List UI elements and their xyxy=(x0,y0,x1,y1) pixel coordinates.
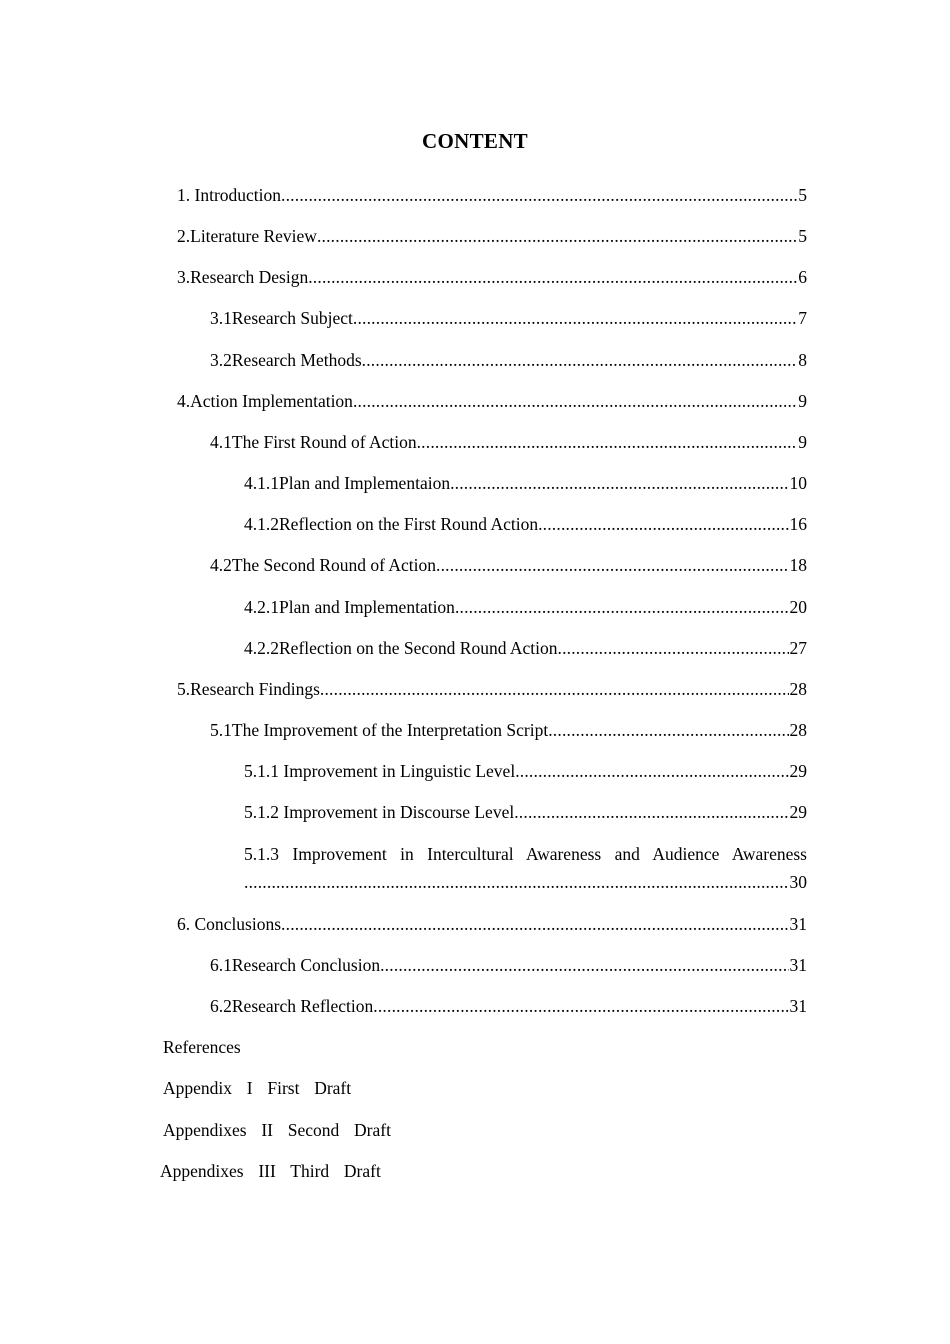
toc-entry-continuation xyxy=(244,868,807,896)
toc-entry-label: 5.1.2 Improvement in Discourse Level xyxy=(244,802,515,822)
toc-entry-research-subject[interactable] xyxy=(210,306,807,330)
toc-page-number: 20 xyxy=(789,597,807,617)
back-matter-appendix-1[interactable]: Appendix I First Draft xyxy=(163,1078,352,1098)
toc-dot-leader xyxy=(353,389,797,413)
toc-page-number: 8 xyxy=(798,350,807,370)
toc-dot-leader xyxy=(436,553,788,577)
toc-page-number: 18 xyxy=(789,555,807,575)
toc-dot-leader xyxy=(244,868,789,896)
toc-entry-label: 3.2Research Methods xyxy=(210,350,362,370)
toc-entry-label: 5.1The Improvement of the Interpretation Script xyxy=(210,720,549,740)
toc-entry-research-reflection[interactable] xyxy=(210,994,807,1018)
toc-entry-first-round-of-action[interactable] xyxy=(210,430,807,454)
toc-page-number: 5 xyxy=(798,226,807,246)
toc-dot-leader xyxy=(515,759,788,783)
toc-dot-leader xyxy=(455,595,789,619)
toc-page-number: 9 xyxy=(798,432,807,452)
toc-entry-linguistic-level[interactable] xyxy=(244,759,807,783)
toc-entry-improvement-of-script[interactable] xyxy=(210,718,807,742)
toc-dot-leader xyxy=(514,800,788,824)
toc-entry-label: 6.2Research Reflection xyxy=(210,996,374,1016)
toc-dot-leader xyxy=(373,994,788,1018)
toc-page-number: 6 xyxy=(798,267,807,287)
toc-page-number: 5 xyxy=(798,185,807,205)
toc-entry-research-design[interactable] xyxy=(177,265,807,289)
toc-dot-leader xyxy=(538,512,788,536)
toc-entry-research-findings[interactable] xyxy=(177,677,807,701)
toc-entry-label: 5.Research Findings xyxy=(177,679,320,699)
toc-title: CONTENT xyxy=(422,129,528,153)
toc-entry-reflection-second-round[interactable] xyxy=(244,636,807,660)
toc-dot-leader xyxy=(417,430,798,454)
toc-entry-research-methods[interactable] xyxy=(210,348,807,372)
toc-entry-discourse-level[interactable] xyxy=(244,800,807,824)
toc-page-number: 16 xyxy=(789,514,807,534)
toc-entry-label: 5.1.3 Improvement in Intercultural Awareness and Audience Awareness xyxy=(244,844,807,864)
toc-page-number: 7 xyxy=(798,308,807,328)
toc-entry-label: 5.1.1 Improvement in Linguistic Level xyxy=(244,761,516,781)
toc-dot-leader xyxy=(450,471,788,495)
toc-entry-label: 4.Action Implementation xyxy=(177,391,353,411)
toc-entry-reflection-first-round[interactable] xyxy=(244,512,807,536)
toc-entry-label: 6. Conclusions xyxy=(177,914,282,934)
toc-dot-leader xyxy=(548,718,788,742)
toc-dot-leader xyxy=(281,183,797,207)
toc-entry-label: 4.1The First Round of Action xyxy=(210,432,417,452)
toc-entry-label: 4.2The Second Round of Action xyxy=(210,555,437,575)
toc-entry-introduction[interactable] xyxy=(177,183,807,207)
toc-dot-leader xyxy=(320,677,789,701)
toc-page-number: 31 xyxy=(789,914,807,934)
toc-entry-conclusions[interactable] xyxy=(177,912,807,936)
toc-entry-second-round-of-action[interactable] xyxy=(210,553,807,577)
toc-page-number: 28 xyxy=(789,679,807,699)
toc-entry-plan-and-implementation[interactable] xyxy=(244,595,807,619)
toc-entry-label: 3.Research Design xyxy=(177,267,309,287)
toc-dot-leader xyxy=(308,265,797,289)
toc-page-number: 27 xyxy=(789,638,807,658)
toc-entry-label: 4.1.1Plan and Implementaion xyxy=(244,473,451,493)
toc-page-number: 30 xyxy=(789,872,807,892)
toc-dot-leader xyxy=(362,348,798,372)
toc-entry-label: 4.2.2Reflection on the Second Round Action xyxy=(244,638,558,658)
toc-entry-label: 4.1.2Reflection on the First Round Action xyxy=(244,514,539,534)
toc-page-number: 28 xyxy=(789,720,807,740)
toc-page-number: 31 xyxy=(789,996,807,1016)
toc-entry-label: 1. Introduction xyxy=(177,185,282,205)
back-matter-appendix-3[interactable]: Appendixes III Third Draft xyxy=(160,1161,381,1181)
toc-page-number: 29 xyxy=(789,761,807,781)
toc-dot-leader xyxy=(558,636,789,660)
toc-entry-label: 2.Literature Review xyxy=(177,226,317,246)
back-matter-appendix-2[interactable]: Appendixes II Second Draft xyxy=(163,1120,391,1140)
toc-entry-action-implementation[interactable] xyxy=(177,389,807,413)
toc-dot-leader xyxy=(281,912,788,936)
back-matter-references[interactable]: References xyxy=(163,1037,241,1057)
toc-dot-leader xyxy=(353,306,797,330)
toc-page-number: 9 xyxy=(798,391,807,411)
toc-page-number: 29 xyxy=(789,802,807,822)
toc-entry-intercultural-awareness[interactable] xyxy=(244,840,807,896)
toc-entry-literature-review[interactable] xyxy=(177,224,807,248)
toc-entry-label: 6.1Research Conclusion xyxy=(210,955,381,975)
toc-entry-plan-and-implementaion[interactable] xyxy=(244,471,807,495)
toc-dot-leader xyxy=(317,224,797,248)
toc-page-number: 10 xyxy=(789,473,807,493)
toc-entry-label: 4.2.1Plan and Implementation xyxy=(244,597,455,617)
toc-entry-research-conclusion[interactable] xyxy=(210,953,807,977)
toc-entry-label: 3.1Research Subject xyxy=(210,308,353,328)
toc-dot-leader xyxy=(380,953,788,977)
toc-page-number: 31 xyxy=(789,955,807,975)
